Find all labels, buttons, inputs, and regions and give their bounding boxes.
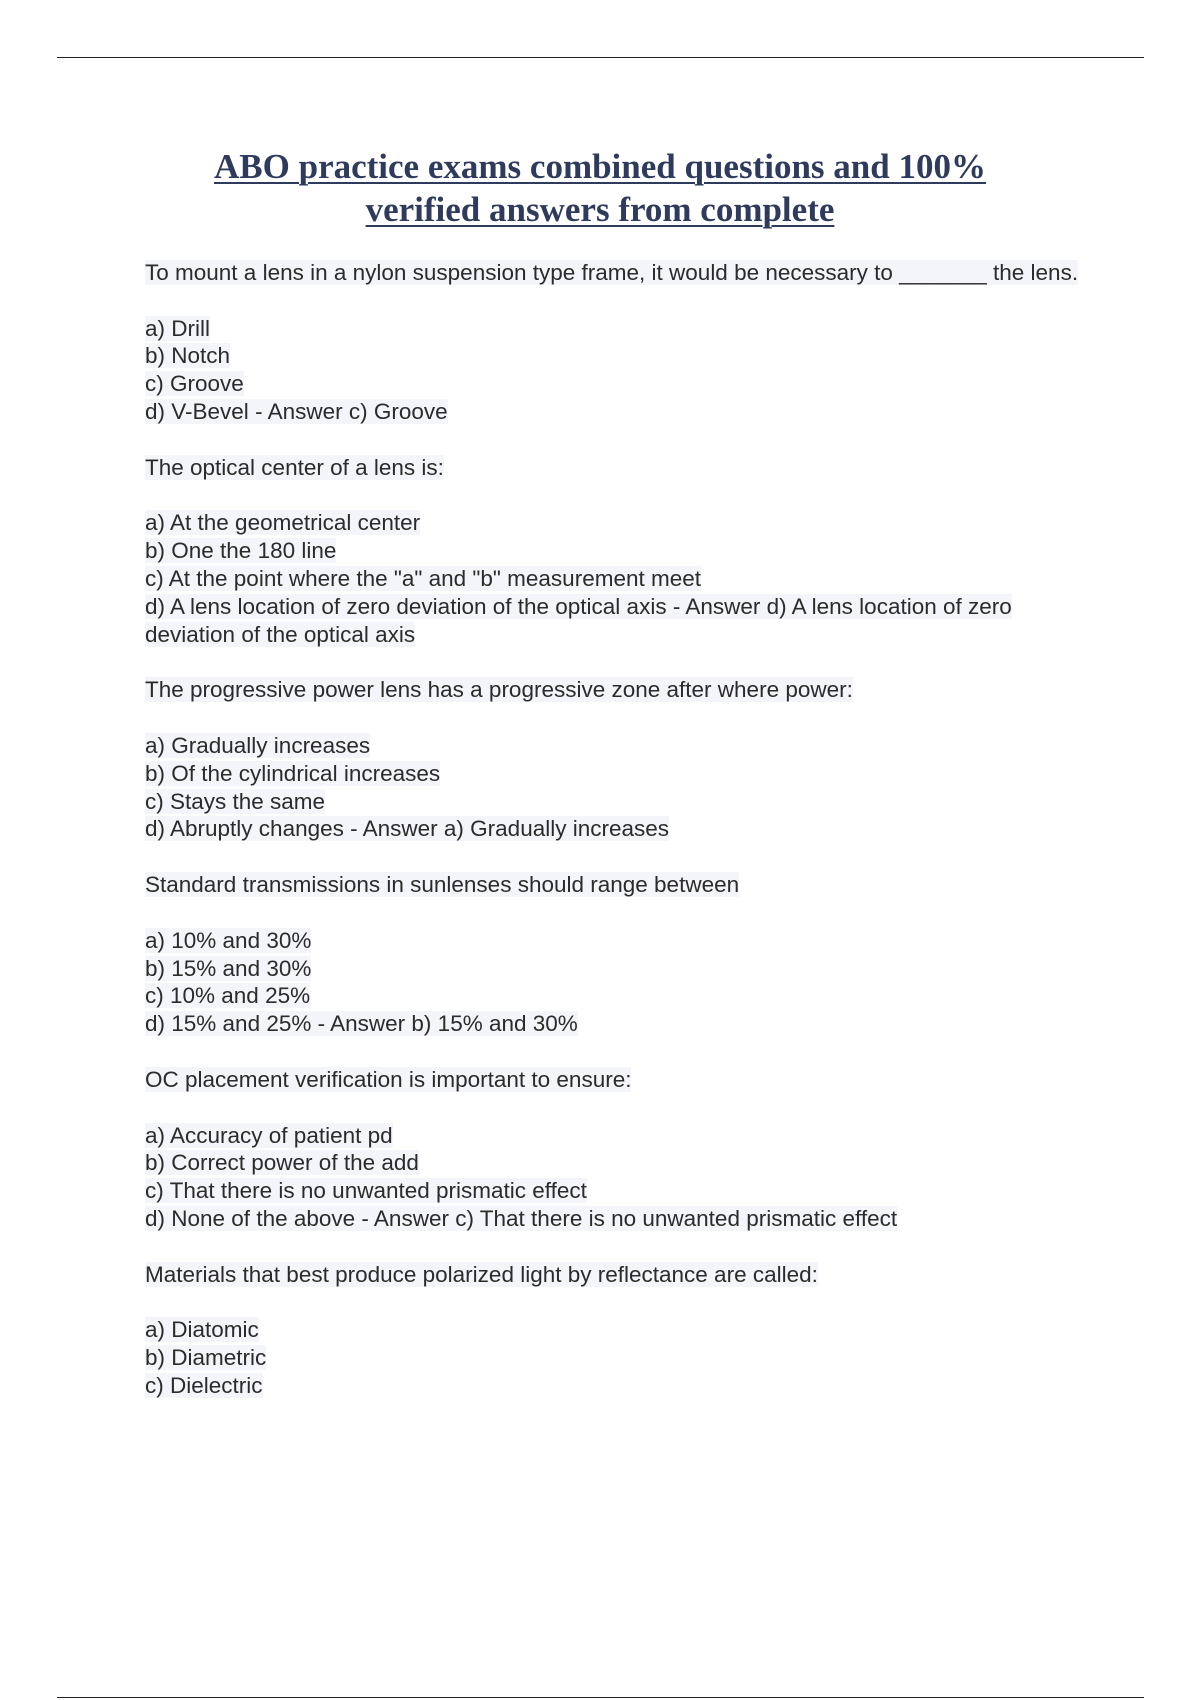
option-d: d) Abruptly changes	[145, 816, 344, 842]
question-2	[145, 454, 1095, 649]
question-stem: OC placement verification is important to ensure:	[145, 1066, 632, 1092]
option-d-with-answer: d) A lens location of zero deviation of the optical axis - Answer d) A lens location of zero deviation of the optical axis	[145, 593, 1012, 647]
option-list	[145, 927, 1095, 1038]
option-c: c) 10% and 25%	[145, 983, 311, 1009]
question-1	[145, 259, 1095, 426]
question-3	[145, 676, 1095, 843]
option-list	[145, 1122, 1095, 1233]
question-5	[145, 1066, 1095, 1233]
option-c: c) Groove	[145, 371, 244, 397]
option-d: d) 15% and 25%	[145, 1011, 312, 1037]
option-c: c) That there is no unwanted prismatic effect	[145, 1178, 587, 1204]
option-b: b) One the 180 line	[145, 538, 337, 564]
option-a: a) Drill	[145, 315, 210, 341]
option-d-with-answer: d) 15% and 25% - Answer b) 15% and 30%	[145, 1011, 578, 1037]
option-b: b) Diametric	[145, 1345, 267, 1371]
answer-text: Answer c) Groove	[267, 398, 448, 424]
question-list	[145, 259, 1095, 1428]
option-a: a) Diatomic	[145, 1317, 259, 1343]
answer-text: Answer b) 15% and 30%	[330, 1011, 578, 1037]
question-stem: The progressive power lens has a progressive zone after where power:	[145, 677, 853, 703]
option-c: c) Stays the same	[145, 788, 326, 814]
title-line-1: ABO practice exams combined questions and 100%	[214, 147, 986, 186]
option-d-with-answer: d) Abruptly changes - Answer a) Gradually increases	[145, 816, 670, 842]
answer-text: Answer a) Gradually increases	[362, 816, 670, 842]
bottom-rule	[57, 1697, 1144, 1698]
document-title	[100, 145, 1100, 231]
option-b: b) Of the cylindrical increases	[145, 760, 441, 786]
option-list	[145, 315, 1095, 426]
answer-text: Answer c) That there is no unwanted prismatic effect	[373, 1205, 898, 1231]
option-c: c) At the point where the "a" and "b" measurement meet	[145, 565, 701, 591]
option-list	[145, 1316, 1095, 1399]
option-c: c) Dielectric	[145, 1372, 263, 1398]
option-list	[145, 509, 1095, 648]
option-d: d) V-Bevel	[145, 398, 249, 424]
title-line-2: verified answers from complete	[365, 190, 835, 229]
option-d-with-answer: d) V-Bevel - Answer c) Groove	[145, 398, 448, 424]
option-d-with-answer: d) None of the above - Answer c) That there is no unwanted prismatic effect	[145, 1205, 898, 1231]
option-b: b) Notch	[145, 343, 231, 369]
question-6	[145, 1261, 1095, 1400]
option-d: d) None of the above	[145, 1205, 356, 1231]
option-b: b) 15% and 30%	[145, 955, 312, 981]
option-list	[145, 732, 1095, 843]
question-stem: Materials that best produce polarized light by reflectance are called:	[145, 1261, 818, 1287]
option-a: a) At the geometrical center	[145, 510, 421, 536]
option-d: d) A lens location of zero deviation of the optical axis	[145, 593, 667, 619]
question-stem: To mount a lens in a nylon suspension type frame, it would be necessary to _______ the lens.	[145, 260, 1079, 285]
option-b: b) Correct power of the add	[145, 1150, 419, 1176]
option-a: a) 10% and 30%	[145, 927, 312, 953]
question-stem: The optical center of a lens is:	[145, 454, 444, 480]
question-4	[145, 871, 1095, 1038]
option-a: a) Gradually increases	[145, 732, 371, 758]
option-a: a) Accuracy of patient pd	[145, 1122, 393, 1148]
question-stem: Standard transmissions in sunlenses should range between	[145, 872, 740, 898]
top-rule	[57, 57, 1144, 58]
answer-text: Answer d) A lens location of zero deviation of the optical axis	[145, 593, 1012, 647]
